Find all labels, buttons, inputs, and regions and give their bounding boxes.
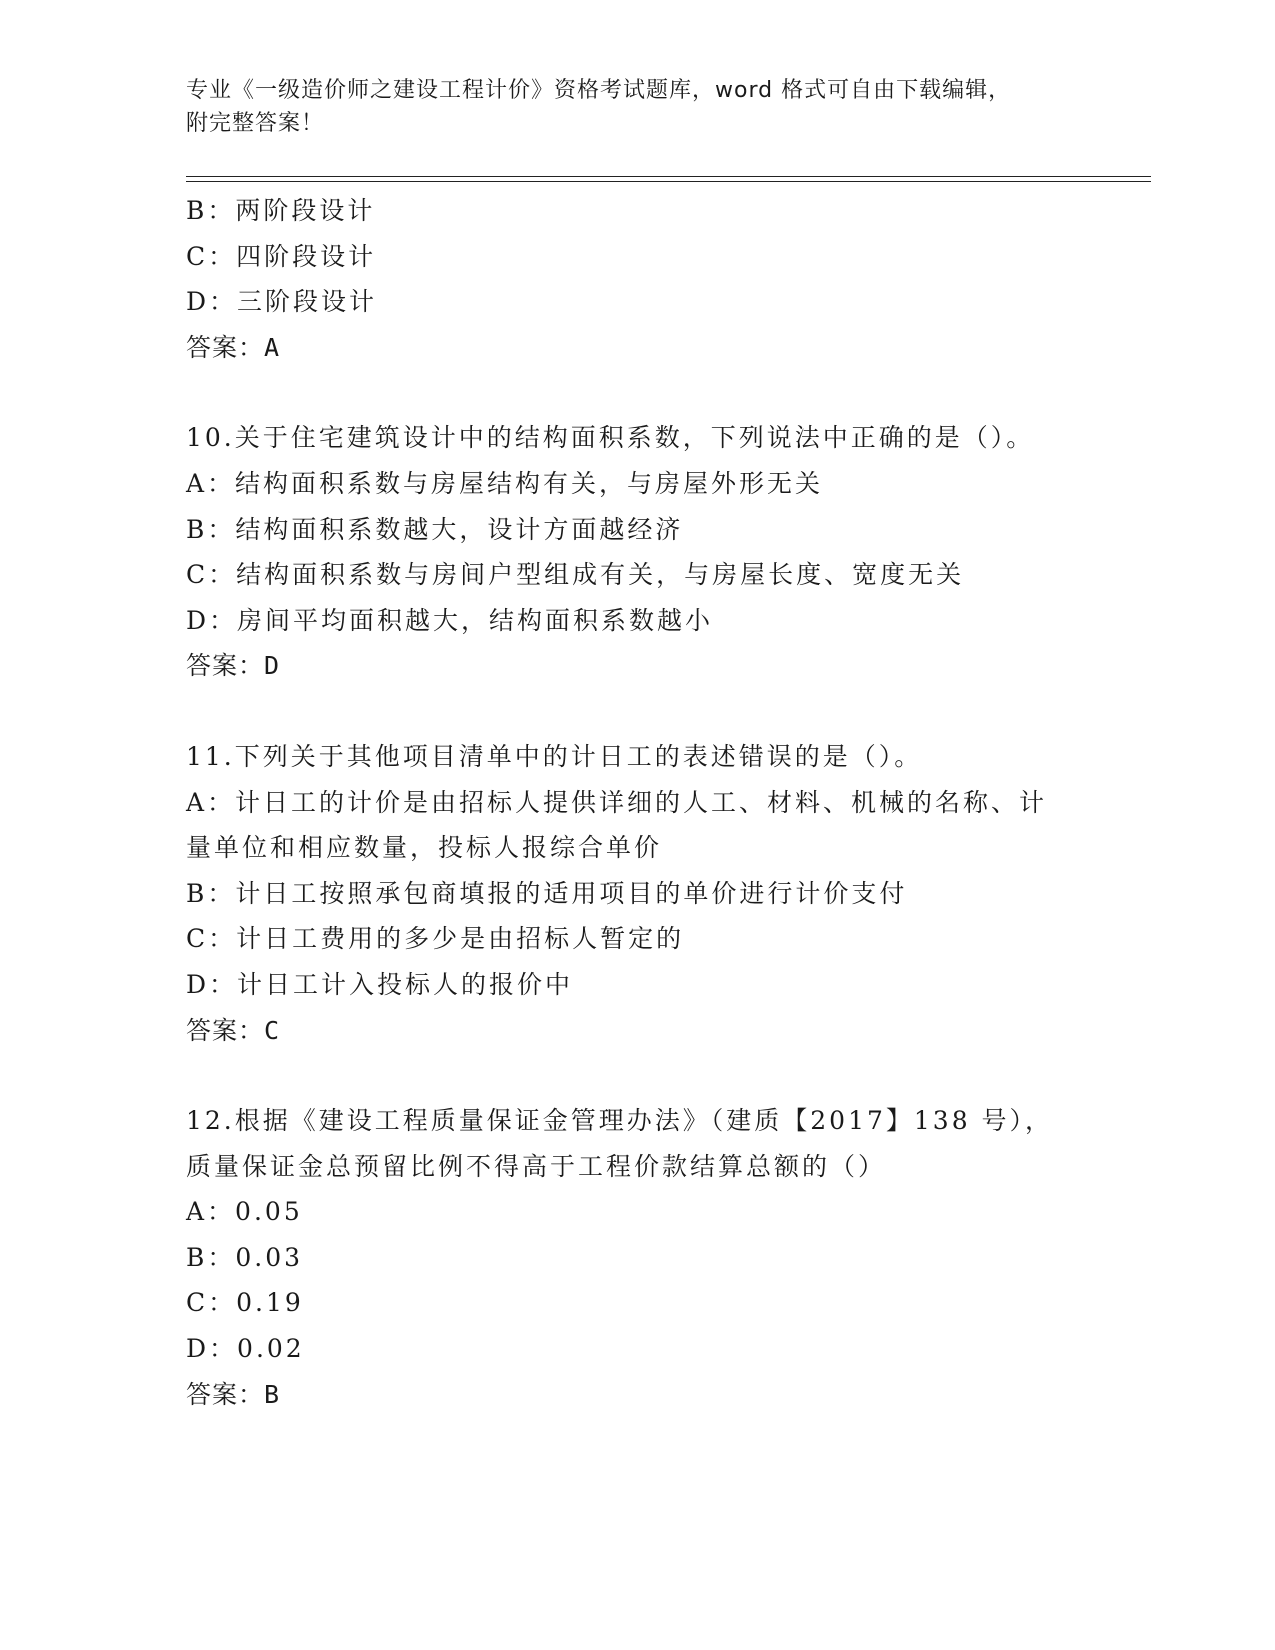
option-c: C：结构面积系数与房间户型组成有关，与房屋长度、宽度无关: [186, 560, 965, 590]
answer: [186, 1372, 1116, 1418]
question-stem-line-1: 12.根据《建设工程质量保证金管理办法》（建质【2017】138 号），: [186, 1106, 1054, 1136]
option-a-line-2: 量单位和相应数量，投标人报综合单价: [186, 833, 663, 863]
option-d: D：三阶段设计: [186, 287, 378, 317]
option-c: C：四阶段设计: [186, 241, 377, 271]
spacer: [186, 689, 1116, 734]
answer: [186, 325, 1116, 371]
option-b: B：0.03: [186, 1242, 304, 1272]
option-a: A：0.05: [186, 1197, 303, 1227]
document-header: [186, 74, 1066, 140]
option-a-line-1: A：计日工的计价是由招标人提供详细的人工、材料、机械的名称、计: [186, 787, 1048, 817]
answer: [186, 1008, 1116, 1054]
header-divider-bottom: [186, 181, 1151, 182]
spacer: [186, 370, 1116, 415]
answer-label: 答案：: [186, 332, 265, 362]
option-d: D：0.02: [186, 1334, 305, 1364]
answer-label: 答案：: [186, 651, 265, 681]
option-c: C：计日工费用的多少是由招标人暂定的: [186, 924, 685, 954]
option-a: A：结构面积系数与房屋结构有关，与房屋外形无关: [186, 468, 824, 498]
answer-key: C: [264, 1015, 281, 1045]
answer-key: B: [264, 1379, 281, 1409]
question-stem: 10.关于住宅建筑设计中的结构面积系数，下列说法中正确的是（）。: [186, 423, 1035, 453]
header-line-2: 附完整答案！: [186, 111, 325, 136]
question-10: [186, 415, 1116, 689]
answer-key: A: [264, 332, 281, 362]
answer-label: 答案：: [186, 1379, 265, 1409]
question-12: [186, 1098, 1116, 1417]
option-d: D：计日工计入投标人的报价中: [186, 969, 574, 999]
question-stem: 11.下列关于其他项目清单中的计日工的表述错误的是（）。: [186, 741, 923, 771]
spacer: [186, 1053, 1116, 1098]
question-content: [186, 188, 1116, 1417]
header-divider-top: [186, 176, 1151, 177]
answer: [186, 643, 1116, 689]
header-line-1: 专业《一级造价师之建设工程计价》资格考试题库，word 格式可自由下载编辑，: [186, 78, 1012, 103]
answer-label: 答案：: [186, 1015, 265, 1045]
question-9: [186, 188, 1116, 370]
option-b: B：计日工按照承包商填报的适用项目的单价进行计价支付: [186, 878, 908, 908]
answer-key: D: [264, 651, 281, 681]
option-d: D：房间平均面积越大，结构面积系数越小: [186, 605, 714, 635]
option-b: B：结构面积系数越大，设计方面越经济: [186, 514, 684, 544]
question-11: [186, 734, 1116, 1053]
option-b: B：两阶段设计: [186, 196, 376, 225]
option-c: C：0.19: [186, 1288, 304, 1318]
question-stem-line-2: 质量保证金总预留比例不得高于工程价款结算总额的（）: [186, 1151, 887, 1181]
